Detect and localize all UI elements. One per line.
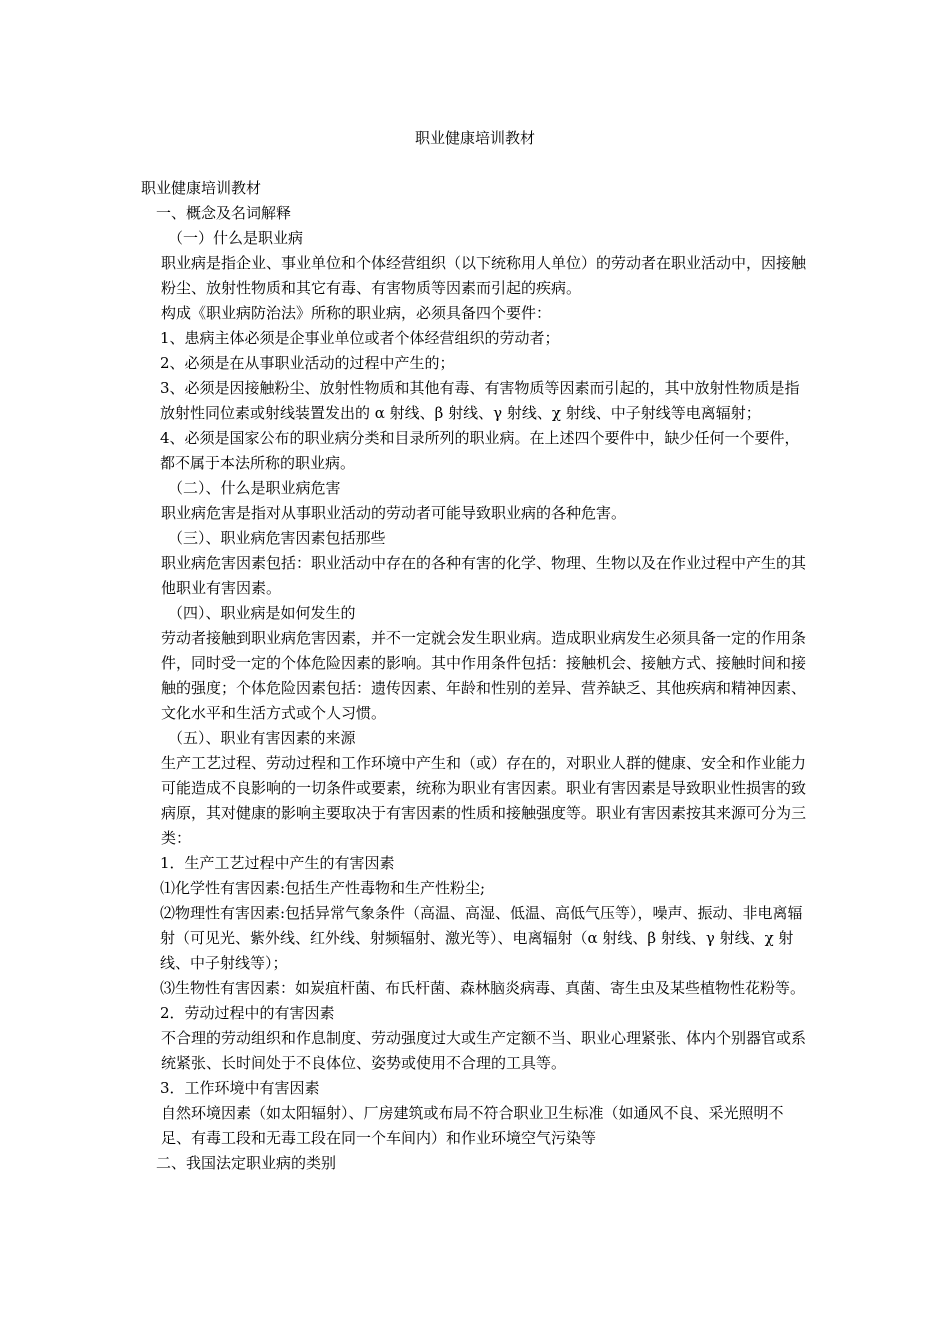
paragraph: 3、必须是因接触粉尘、放射性物质和其他有毒、有害物质等因素而引起的，其中放射性物质是指放射性同位素或射线装置发出的 α 射线、β 射线、γ 射线、χ 射线、中子射线等电离辐射； — [160, 379, 800, 422]
paragraph: 一、概念及名词解释 — [156, 204, 292, 222]
paragraph: ⑵物理性有害因素:包括异常气象条件（高温、高湿、低温、高低气压等），噪声、振动、非电离辐射（可见光、紫外线、红外线、射频辐射、激光等）、电离辐射（α 射线、β 射线、γ 射线、χ 射线、中子射线等）； — [160, 904, 803, 972]
paragraph: 3．工作环境中有害因素 — [160, 1079, 320, 1097]
paragraph: 自然环境因素（如太阳辐射）、厂房建筑或布局不符合职业卫生标准（如通风不良、采光照明不足、有毒工段和无毒工段在同一个车间内）和作业环境空气污染等 — [161, 1104, 784, 1147]
paragraph: 职业健康培训教材 — [141, 179, 262, 197]
paragraph: （三）、职业病危害因素包括那些 — [168, 529, 386, 547]
paragraph: 职业病是指企业、事业单位和个体经营组织（以下统称用人单位）的劳动者在职业活动中，因接触粉尘、放射性物质和其它有毒、有害物质等因素而引起的疾病。 — [161, 254, 807, 297]
document-body — [141, 176, 811, 1176]
document-title: 职业健康培训教材 — [414, 129, 535, 147]
paragraph: 1．生产工艺过程中产生的有害因素 — [160, 854, 395, 872]
paragraph: ⑶生物性有害因素：如炭疽杆菌、布氏杆菌、森林脑炎病毒、真菌、寄生虫及某些植物性花粉等。 — [160, 979, 806, 997]
paragraph: 构成《职业病防治法》所称的职业病，必须具备四个要件： — [161, 304, 552, 322]
paragraph: 1、患病主体必须是企事业单位或者个体经营组织的劳动者； — [160, 329, 560, 347]
paragraph: （五）、职业有害因素的来源 — [168, 729, 356, 747]
paragraph: 2、必须是在从事职业活动的过程中产生的； — [160, 354, 455, 372]
paragraph: 生产工艺过程、劳动过程和工作环境中产生和（或）存在的，对职业人群的健康、安全和作业能力可能造成不良影响的一切条件或要素，统称为职业有害因素。职业有害因素是导致职业性损害的致病原，其对健康的影响主要取决于有害因素的性质和接触强度等。职业有害因素按其来源可分为三类： — [161, 754, 807, 847]
paragraph: （四）、职业病是如何发生的 — [168, 604, 356, 622]
paragraph: （一）什么是职业病 — [168, 229, 304, 247]
paragraph: 2．劳动过程中的有害因素 — [160, 1004, 335, 1022]
paragraph: （二）、什么是职业病危害 — [168, 479, 341, 497]
paragraph: 职业病危害因素包括：职业活动中存在的各种有害的化学、物理、生物以及在作业过程中产生的其他职业有害因素。 — [161, 554, 807, 597]
paragraph: 职业病危害是指对从事职业活动的劳动者可能导致职业病的各种危害。 — [161, 504, 627, 522]
paragraph: 劳动者接触到职业病危害因素，并不一定就会发生职业病。造成职业病发生必须具备一定的作用条件，同时受一定的个体危险因素的影响。其中作用条件包括：接触机会、接触方式、接触时间和接触的强度；个体危险因素包括：遗传因素、年龄和性别的差异、营养缺乏、其他疾病和精神因素、文化水平和生活方式或个人习惯。 — [161, 629, 807, 722]
paragraph: 二、我国法定职业病的类别 — [156, 1154, 337, 1172]
paragraph: ⑴化学性有害因素:包括生产性毒物和生产性粉尘; — [160, 879, 486, 897]
paragraph: 不合理的劳动组织和作息制度、劳动强度过大或生产定额不当、职业心理紧张、体内个别器官或系统紧张、长时间处于不良体位、姿势或使用不合理的工具等。 — [161, 1029, 807, 1072]
paragraph: 4、必须是国家公布的职业病分类和目录所列的职业病。在上述四个要件中，缺少任何一个要件，都不属于本法所称的职业病。 — [160, 429, 800, 472]
